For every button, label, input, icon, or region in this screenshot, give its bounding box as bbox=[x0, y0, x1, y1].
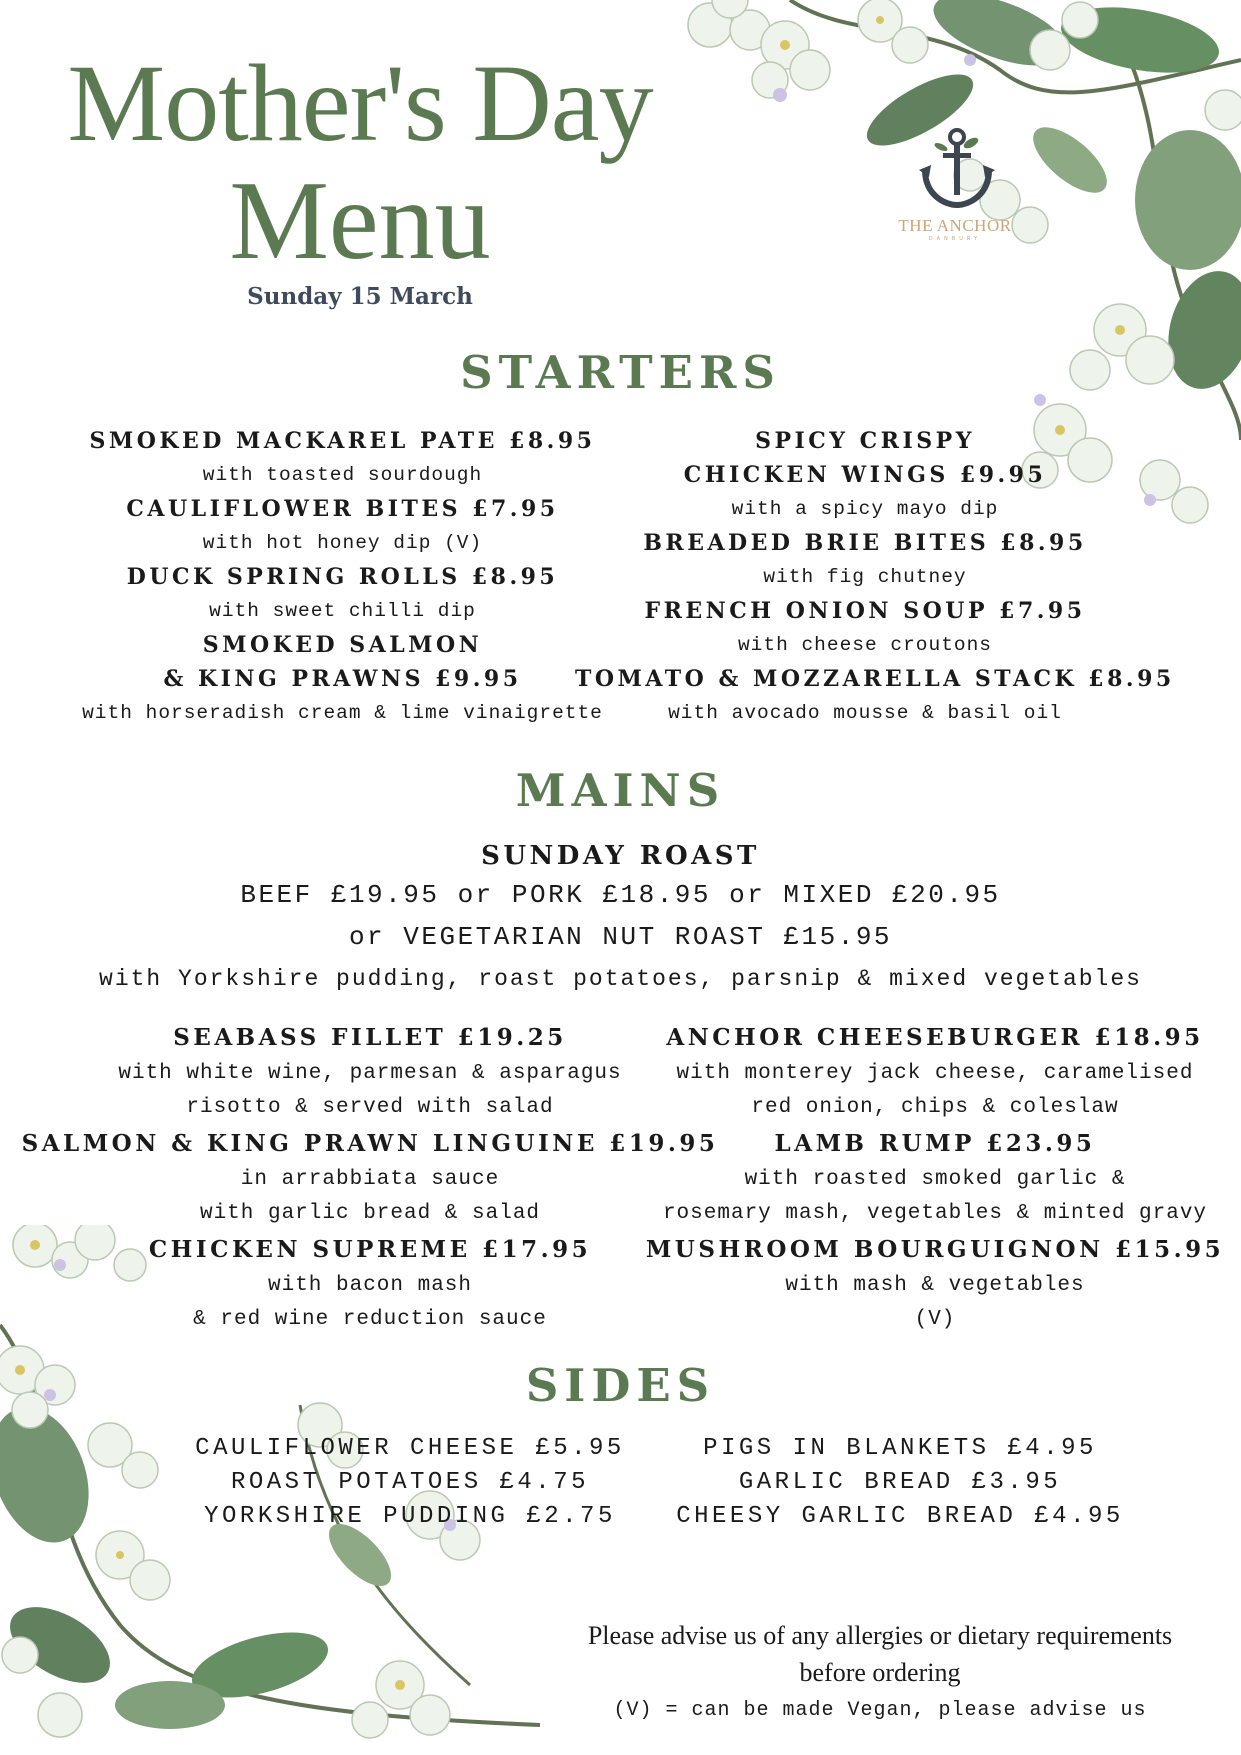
page-title-line1: Mother's Day bbox=[67, 42, 653, 164]
dish-name: & KING PRAWNS £9.95 bbox=[163, 666, 522, 692]
sides-heading: SIDES bbox=[525, 1359, 716, 1412]
dish-name: MUSHROOM BOURGUIGNON £15.95 bbox=[645, 1236, 1225, 1263]
dish-description: in arrabbiata sauce bbox=[240, 1168, 500, 1191]
dish-name: SALMON & KING PRAWN LINGUINE £19.95 bbox=[21, 1130, 719, 1157]
dish-description: with avocado mousse & basil oil bbox=[668, 702, 1062, 724]
side-item: CHEESY GARLIC BREAD £4.95 bbox=[676, 1503, 1124, 1530]
mains-right-column bbox=[640, 1019, 1230, 1337]
starters-heading: STARTERS bbox=[460, 346, 781, 399]
dish-description: red onion, chips & coleslaw bbox=[751, 1096, 1119, 1119]
dish-name: SMOKED MACKAREL PATE £8.95 bbox=[89, 428, 596, 454]
dish-description: risotto & served with salad bbox=[186, 1096, 554, 1119]
dish-name: SPICY CRISPY bbox=[755, 428, 975, 454]
dish-name: CHICKEN SUPREME £17.95 bbox=[148, 1236, 592, 1263]
sides-right-column bbox=[640, 1432, 1160, 1534]
dish-name: ANCHOR CHEESEBURGER £18.95 bbox=[666, 1024, 1204, 1051]
page-title-line2: Menu bbox=[229, 159, 491, 283]
anchor-icon bbox=[915, 125, 995, 211]
dish-name: CAULIFLOWER BITES £7.95 bbox=[126, 496, 559, 522]
dish-description: with cheese croutons bbox=[737, 634, 993, 656]
dish-description: with Yorkshire pudding, roast potatoes, parsnip & mixed vegetables bbox=[99, 966, 1142, 992]
sunday-roast-section bbox=[0, 838, 1241, 1000]
event-date: Sunday 15 March bbox=[247, 283, 473, 310]
dish-description: with white wine, parmesan & asparagus bbox=[118, 1062, 622, 1085]
roast-options: BEEF £19.95 or PORK £18.95 or MIXED £20.95 bbox=[240, 880, 1001, 910]
dish-name: LAMB RUMP £23.95 bbox=[774, 1130, 1096, 1157]
allergy-notice-line2: before ordering bbox=[799, 1658, 961, 1687]
dish-description: with toasted sourdough bbox=[202, 464, 483, 486]
dish-description: with hot honey dip (V) bbox=[202, 532, 483, 554]
dish-description: with mash & vegetables bbox=[785, 1274, 1085, 1297]
mains-left-column bbox=[20, 1019, 720, 1337]
dish-description: with sweet chilli dip bbox=[209, 600, 476, 622]
dish-description: with a spicy mayo dip bbox=[731, 498, 999, 520]
starters-right-column bbox=[575, 424, 1175, 730]
side-item: PIGS IN BLANKETS £4.95 bbox=[703, 1435, 1097, 1462]
dish-name: DUCK SPRING ROLLS £8.95 bbox=[126, 564, 559, 590]
dish-description: with bacon mash bbox=[267, 1274, 473, 1297]
dish-description: & red wine reduction sauce bbox=[193, 1308, 547, 1331]
allergy-notice bbox=[530, 1617, 1230, 1691]
dish-name: SEABASS FILLET £19.25 bbox=[173, 1024, 567, 1051]
dish-description: (V) bbox=[914, 1308, 956, 1331]
side-item: CAULIFLOWER CHEESE £5.95 bbox=[195, 1435, 625, 1462]
logo-name: THE ANCHOR bbox=[898, 216, 1012, 235]
logo-subtitle: DANBURY bbox=[928, 236, 982, 242]
dish-description: with garlic bread & salad bbox=[199, 1202, 541, 1225]
side-item: ROAST POTATOES £4.75 bbox=[230, 1469, 590, 1496]
dish-name: TOMATO & MOZZARELLA STACK £8.95 bbox=[575, 666, 1175, 692]
roast-options: or VEGETARIAN NUT ROAST £15.95 bbox=[348, 922, 893, 952]
vegan-notice: (V) = can be made Vegan, please advise us bbox=[613, 1699, 1147, 1722]
sides-left-column bbox=[150, 1432, 670, 1534]
dish-name: BREADED BRIE BITES £8.95 bbox=[643, 530, 1087, 556]
dish-name: SMOKED SALMON bbox=[202, 632, 483, 658]
starters-left-column bbox=[80, 424, 605, 730]
side-item: YORKSHIRE PUDDING £2.75 bbox=[204, 1503, 616, 1530]
anchor-logo bbox=[880, 125, 1030, 242]
allergy-notice-line1: Please advise us of any allergies or dietary requirements bbox=[587, 1621, 1173, 1650]
dish-description: with fig chutney bbox=[763, 566, 967, 588]
dish-name: CHICKEN WINGS £9.95 bbox=[683, 462, 1047, 488]
mains-heading: MAINS bbox=[515, 764, 726, 817]
dish-name: SUNDAY ROAST bbox=[481, 841, 760, 871]
side-item: GARLIC BREAD £3.95 bbox=[738, 1469, 1062, 1496]
dish-description: with horseradish cream & lime vinaigrette bbox=[82, 702, 603, 724]
dish-description: with roasted smoked garlic & bbox=[744, 1168, 1126, 1191]
dish-description: with monterey jack cheese, caramelised bbox=[676, 1062, 1194, 1085]
dish-description: rosemary mash, vegetables & minted gravy bbox=[662, 1202, 1208, 1225]
dish-name: FRENCH ONION SOUP £7.95 bbox=[644, 598, 1086, 624]
